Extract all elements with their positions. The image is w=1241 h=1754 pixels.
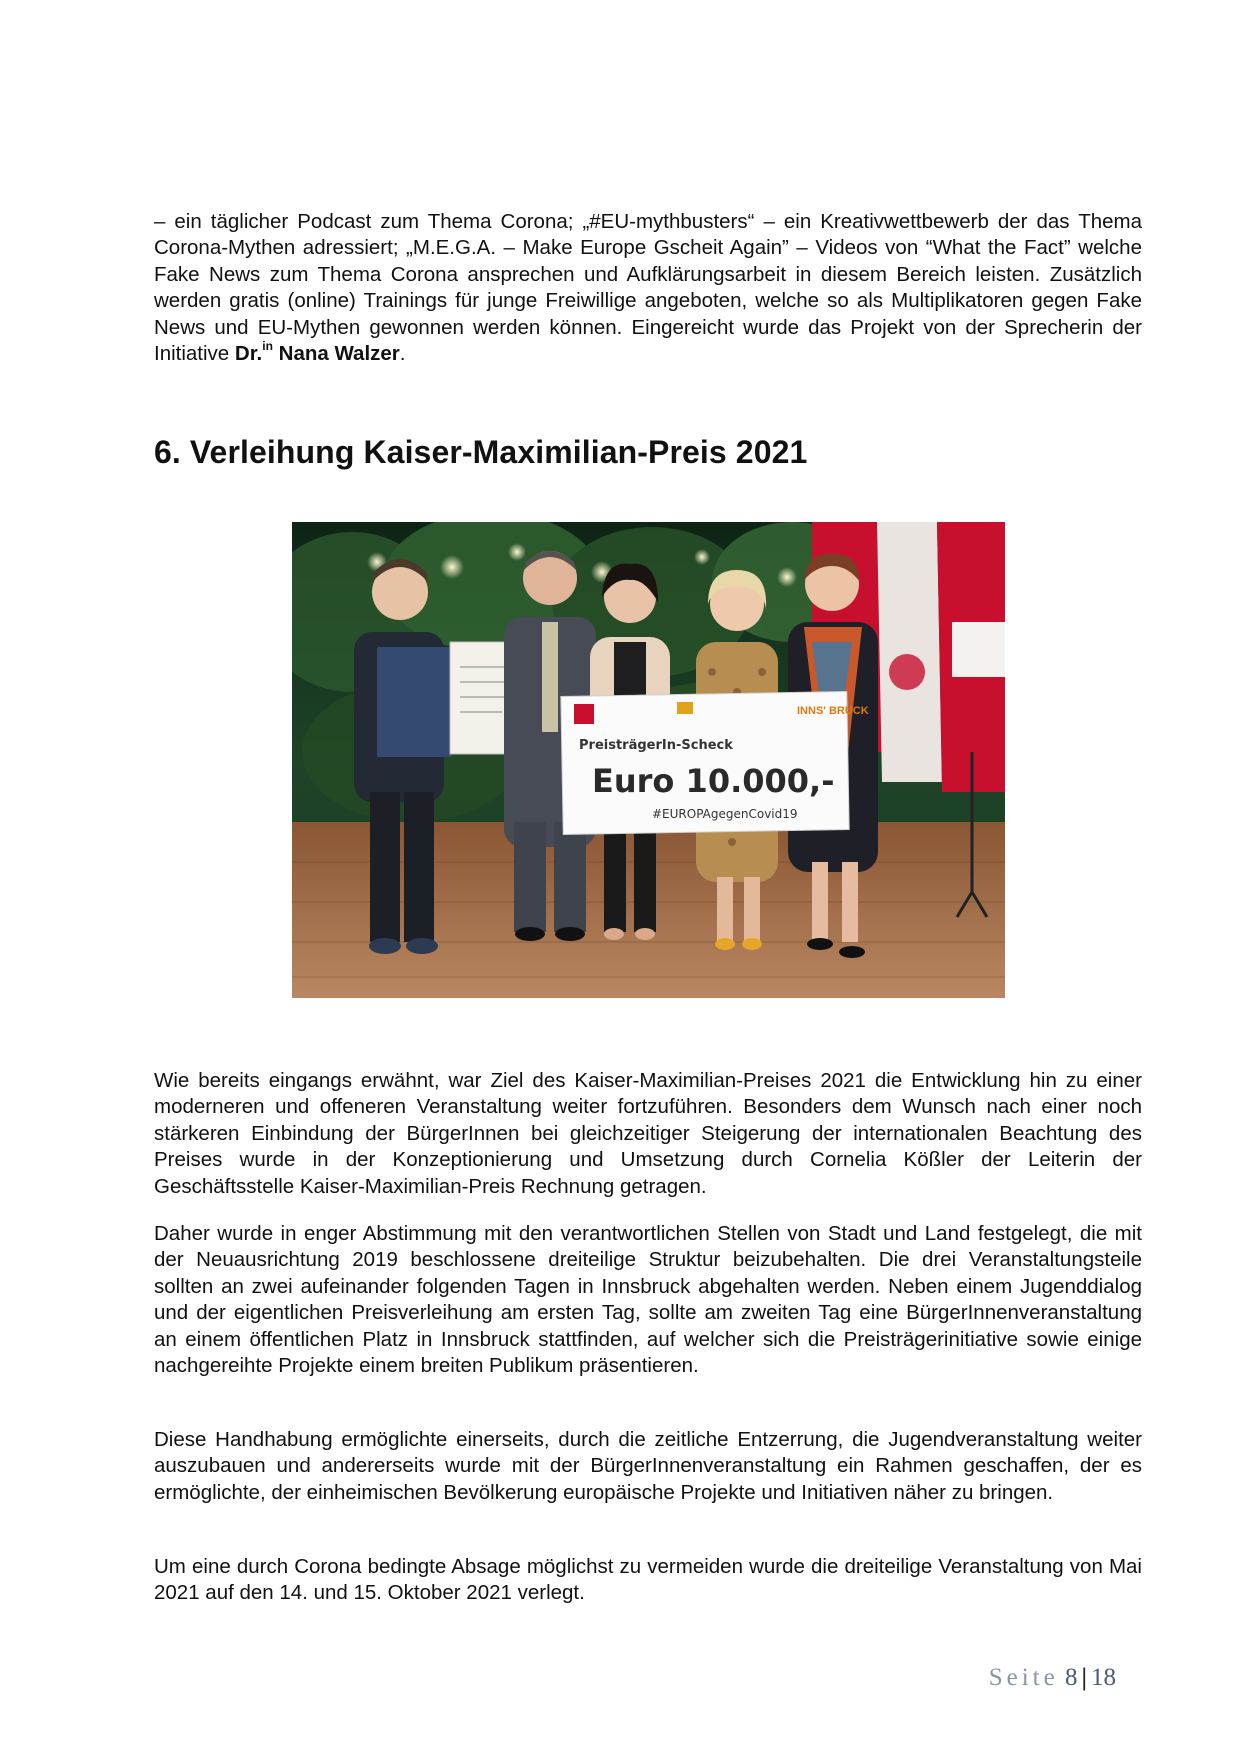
paragraph-handling: Diese Handhabung ermöglichte einerseits, durch die zeitliche Entzerrung, die Jugendveranstaltung weiter auszubauen und andererseits wurde mit der BürgerInnenveranstaltung ein Rahmen geschaffen, der es ermöglichte, der einheimischen Bevölkerung europäische Projekte und Initiativen näher zu bringen. [154,1428,1142,1504]
certificate-folder [377,642,520,757]
person-name: Nana Walzer [278,342,400,366]
page-footer [989,1664,1116,1692]
page-label: Seite [988,1664,1059,1691]
page-current: 8 [1064,1664,1078,1691]
page-separator: | [1081,1664,1087,1691]
title-superscript: in [262,339,273,354]
paragraph-aim: Wie bereits eingangs erwähnt, war Ziel des Kaiser-Maximilian-Preises 2021 die Entwicklung hin zu einer moderneren und offeneren Veranstaltung weiter fortzuführen. Besonders dem Wunsch nach einer noch stärkeren Einbindung der BürgerInnen bei gleichzeitiger Steigerung der internationalen Beachtung des Preises wurde in der Konzeptionierung und Umsetzung durch Cornelia Kößler der Leiterin der Geschäftsstelle Kaiser-Maximilian-Preis Rechnung getragen. [154,1069,1142,1198]
paragraph-structure: Daher wurde in enger Abstimmung mit den verantwortlichen Stellen von Stadt und Land festgelegt, die mit der Neuausrichtung 2019 beschlossene dreiteilige Struktur beizubehalten. Die drei Veranstaltungsteile sollten an zwei aufeinander folgenden Tagen in Innsbruck abgehalten werden. Neben einem Jugenddialog und der eigentlichen Preisverleihung am ersten Tag, sollte am zweiten Tag eine BürgerInnenveranstaltung an einem öffentlichen Platz in Innsbruck stattfinden, auf welcher sich die Preisträgerinitiative sowie einige nachgereihte Projekte einem breiten Publikum präsentieren. [154,1222,1142,1378]
cheque-hashtag: #EUROPAgegenCovid19 [652,807,798,821]
section-heading: 6. Verleihung Kaiser-Maximilian-Preis 2021 [154,434,808,470]
prize-cheque [561,692,869,835]
paragraph-project-description [154,209,1142,367]
page-total: 18 [1091,1664,1116,1691]
cheque-logo-right: INNS' BRUCK [797,705,869,717]
cheque-amount: Euro 10.000,- [592,762,835,800]
paragraph-postponement: Um eine durch Corona bedingte Absage möglichst zu vermeiden wurde die dreiteilige Veranstaltung von Mai 2021 auf den 14. und 15. Oktober 2021 verlegt. [154,1555,1142,1605]
paragraph-text: – ein täglicher Podcast zum Thema Corona; „#EU-mythbusters“ – ein Kreativwettbewerb der das Thema Corona-Mythen adressiert; „M.E.G.A. – Make Europe Gscheit Again” – Videos von “What the Fact” welche Fake News zum Thema Corona ansprechen und Aufklärungsarbeit in diesem Bereich leisten. Zusätzlich werden gratis (online) Trainings für junge Freiwillige angeboten, welche so als Multiplikatoren gegen Fake News und EU-Mythen gewonnen werden können. Eingereicht wurde das Projekt von der Sprecherin der Initiative [154,210,1142,366]
cheque-title: PreisträgerIn-Scheck [579,738,733,753]
person-title: Dr.$^{in}$ Nana Walzer [234,339,400,366]
award-ceremony-photo [292,522,1005,998]
paragraph-end: . [399,342,406,366]
